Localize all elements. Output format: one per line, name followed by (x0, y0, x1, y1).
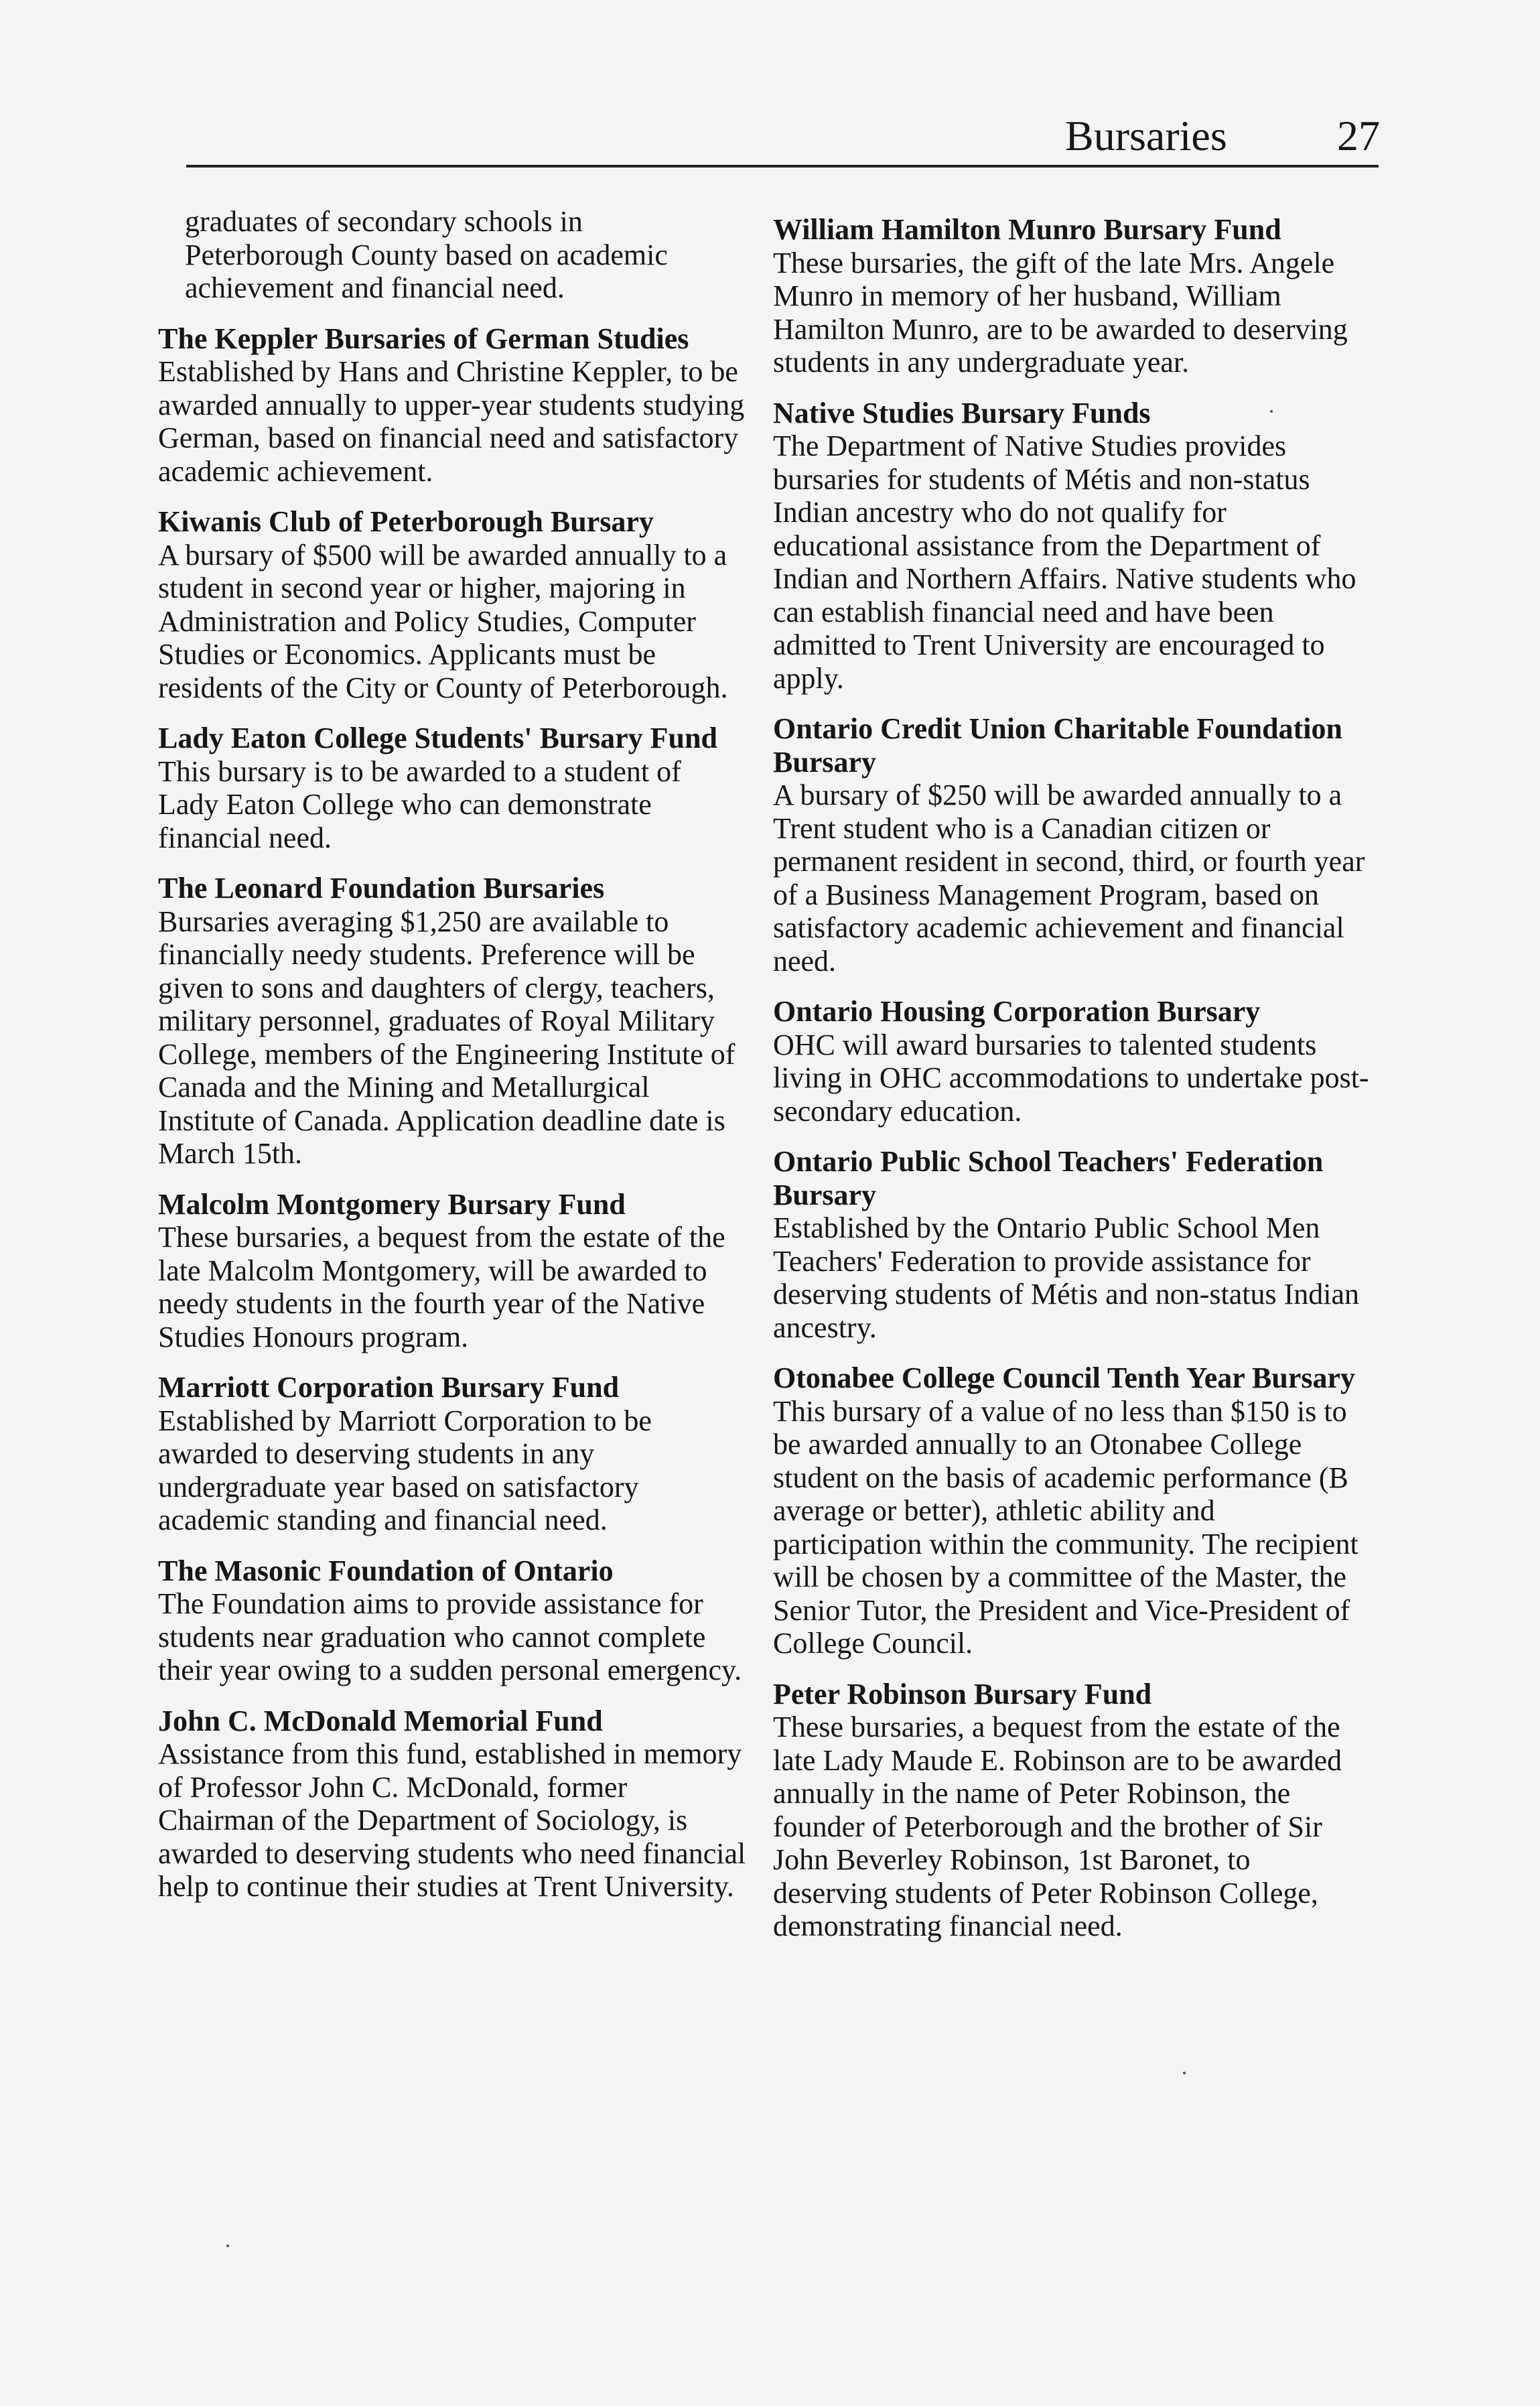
bursary-description: Bursaries averaging $1,250 are available to financially needy students. Preference will be given to sons and daughters of clergy, teachers, military personnel, graduates of Royal Military College, members of the Engineering Institute of Canada and the Mining and Metallurgical Institute of Canada. Application deadline date is March 15th. (158, 905, 736, 1170)
bursary-entry (773, 397, 1369, 695)
bursary-title: The Leonard Foundation Bursaries (158, 872, 605, 905)
scan-speck (226, 2245, 229, 2247)
bursary-title: Malcolm Montgomery Bursary Fund (158, 1187, 626, 1221)
bursary-entry (158, 1371, 748, 1537)
bursary-entry (158, 1188, 748, 1354)
bursary-description: OHC will award bursaries to talented students living in OHC accommodations to undertake post-secondary education. (773, 1028, 1369, 1128)
bursary-description: These bursaries, a bequest from the estate of the late Lady Maude E. Robinson are to be awarded annually in the name of Peter Robinson, the founder of Peterborough and the brother of Sir John Beverley Robinson, 1st Baronet, to deserving students of Peter Robinson College, demonstrating financial need. (773, 1711, 1342, 1942)
bursary-title: Kiwanis Club of Peterborough Bursary (158, 505, 654, 538)
bursary-title: Ontario Credit Union Charitable Foundation Bursary (773, 712, 1342, 779)
bursary-description: This bursary of a value of no less than $150 is to be awarded annually to an Otonabee College student on the basis of academic performance (B average or better), athletic ability and participation within the community. The recipient will be chosen by a committee of the Master, the Senior Tutor, the President and Vice-President of College Council. (773, 1394, 1358, 1660)
right-column (773, 213, 1369, 1960)
bursary-description: The Foundation aims to provide assistance for students near graduation who cannot complete their year owing to a sudden personal emergency. (158, 1587, 742, 1686)
bursary-description: These bursaries, the gift of the late Mrs. Angele Munro in memory of her husband, William Hamilton Munro, are to be awarded to deserving students in any undergraduate year. (773, 246, 1348, 379)
bursary-description: A bursary of $250 will be awarded annually to a Trent student who is a Canadian citizen or permanent resident in second, third, or fourth year of a Business Management Program, based on satisfactory academic achievement and financial need. (773, 779, 1365, 978)
bursary-title: Otonabee College Council Tenth Year Bursary (773, 1361, 1356, 1394)
bursary-entry (158, 1554, 748, 1687)
bursary-entry (773, 995, 1369, 1128)
bursary-title: Ontario Housing Corporation Bursary (773, 995, 1261, 1028)
bursary-description: These bursaries, a bequest from the estate of the late Malcolm Montgomery, will be awarded to needy students in the fourth year of the Native Studies Honours program. (158, 1221, 725, 1353)
bursary-entry (773, 1361, 1369, 1660)
bursary-entry (773, 712, 1369, 978)
bursary-title: Lady Eaton College Students' Bursary Fund (158, 722, 717, 754)
left-column (158, 205, 748, 1921)
scan-speck (1270, 410, 1273, 413)
bursary-title: Peter Robinson Bursary Fund (773, 1677, 1152, 1711)
page-number: 27 (1337, 112, 1380, 159)
bursary-title: Marriott Corporation Bursary Fund (158, 1371, 620, 1404)
header-rule (186, 165, 1379, 168)
bursary-entry (158, 872, 748, 1171)
scan-speck (1183, 2072, 1186, 2074)
bursary-title: Native Studies Bursary Funds (773, 396, 1151, 429)
bursary-title: William Hamilton Munro Bursary Fund (773, 213, 1281, 246)
bursary-entry (773, 1678, 1369, 1943)
bursary-entry (158, 322, 748, 488)
section-title: Bursaries (1065, 112, 1227, 159)
bursary-description: Established by Hans and Christine Keppler, to be awarded annually to upper-year students studying German, based on financial need and satisfactory academic achievement. (158, 355, 745, 488)
bursary-description: The Department of Native Studies provides bursaries for students of Métis and non-status Indian ancestry who do not qualify for educational assistance from the Department of Indian and Northern Affairs. Native students who can establish financial need and have been admitted to Trent University are encouraged to apply. (773, 429, 1356, 695)
bursary-description: Established by Marriott Corporation to be awarded to deserving students in any undergraduate year based on satisfactory academic standing and financial need. (158, 1404, 652, 1536)
bursary-entry (773, 213, 1369, 379)
bursary-title: The Masonic Foundation of Ontario (158, 1554, 614, 1587)
bursary-description: A bursary of $500 will be awarded annually to a student in second year or higher, majoring in Administration and Policy Studies, Computer Studies or Economics. Applicants must be residents of the City or County of Peterborough. (158, 538, 728, 704)
continued-text: graduates of secondary schools in Peterborough County based on academic achievement and financial need. (185, 205, 668, 304)
bursary-description: Assistance from this fund, established in memory of Professor John C. McDonald, former Chairman of the Department of Sociology, is awarded to deserving students who need financial help to continue their studies at Trent University. (158, 1737, 746, 1903)
bursary-entry (773, 1145, 1369, 1344)
bursary-entry (158, 1705, 748, 1903)
bursary-title: John C. McDonald Memorial Fund (158, 1704, 603, 1737)
bursary-description: Established by the Ontario Public School Men Teachers' Federation to provide assistance for deserving students of Métis and non-status Indian ancestry. (773, 1211, 1359, 1344)
bursary-description: This bursary is to be awarded to a student of Lady Eaton College who can demonstrate financial need. (158, 754, 681, 854)
bursary-entry (158, 505, 748, 704)
running-header (1065, 113, 1380, 159)
bursary-title: Ontario Public School Teachers' Federation Bursary (773, 1145, 1324, 1211)
bursary-entry (158, 722, 748, 854)
bursary-title: The Keppler Bursaries of German Studies (158, 322, 689, 355)
